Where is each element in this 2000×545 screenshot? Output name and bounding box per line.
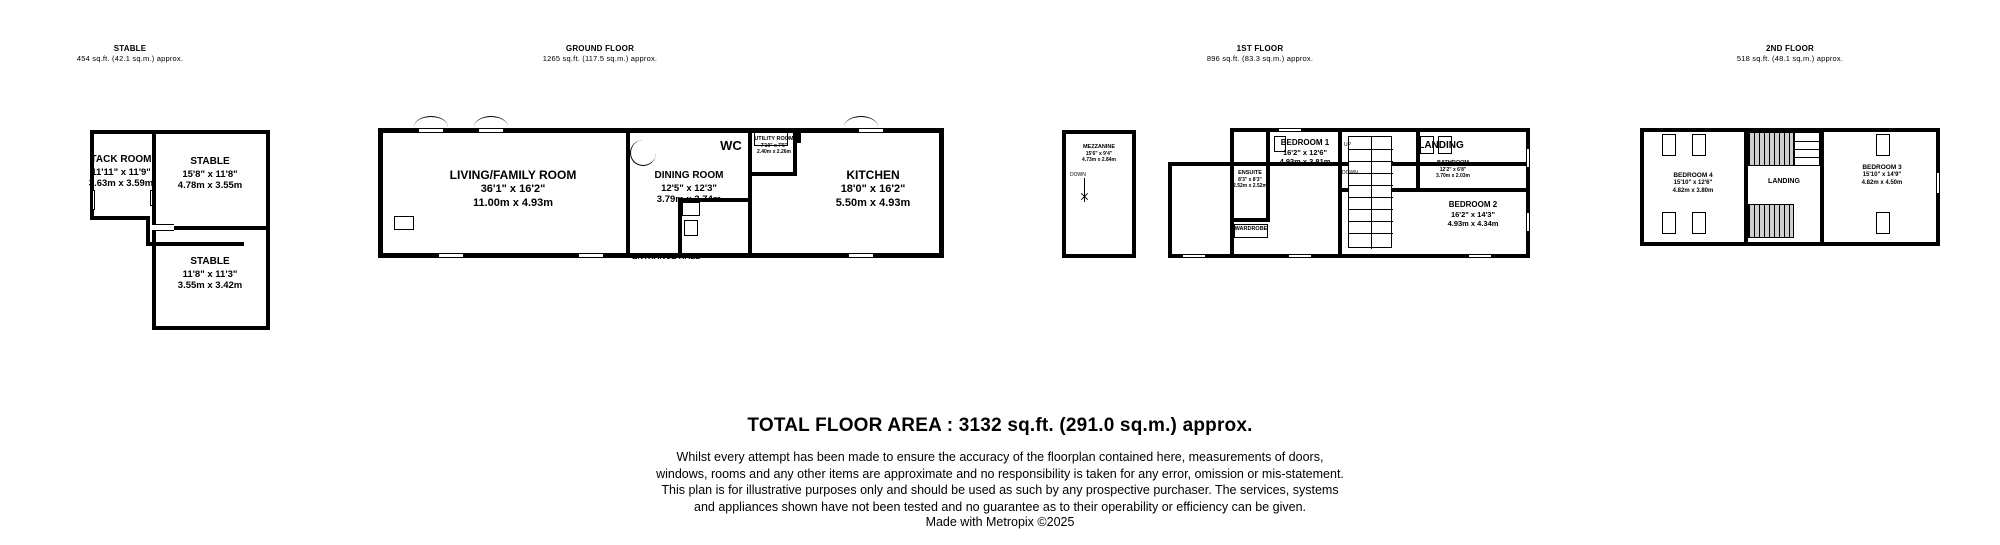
block-title-second-floor-text: 2ND FLOOR [1765, 44, 1815, 53]
label-down: DOWN [1342, 170, 1358, 176]
block-subtitle-second-floor: 518 sq.ft. (48.1 sq.m.) approx. [1736, 54, 1844, 63]
room-label-dining-room: DINING ROOM 12'5" x 12'3" 3.79m x 3.74m [654, 170, 724, 206]
room-label-living-family-room: LIVING/FAMILY ROOM 36'1" x 16'2" 11.00m x 4.93m [449, 168, 577, 209]
block-title-first-floor-text: 1ST FLOOR [1236, 44, 1284, 53]
block-second-floor [1640, 128, 1940, 246]
label-wc: WC [720, 138, 742, 153]
room-label-utility-room: UTILITY ROOM 7'10" x 7'5" 2.40m x 2.26m [754, 136, 794, 156]
room-label-stable-1: STABLE 15'8" x 11'8" 4.78m x 3.55m [177, 156, 243, 192]
label-landing-second-floor: LANDING [1768, 178, 1800, 185]
made-with-credit: Made with Metropix ©2025 [925, 515, 1075, 529]
room-label-bedroom-1: BEDROOM 1 16'2" x 12'6" 4.93m x 3.81m [1279, 138, 1331, 167]
block-mezzanine [1062, 130, 1136, 258]
landing-stair [1794, 132, 1820, 166]
room-label-bedroom-2: BEDROOM 2 16'2" x 14'3" 4.93m x 4.34m [1447, 200, 1499, 229]
block-stable [90, 130, 270, 330]
room-label-tack-room: TACK ROOM 11'11" x 11'9" 3.63m x 3.59m [88, 154, 154, 190]
label-landing-first-floor: LANDING [1418, 140, 1464, 151]
block-subtitle-stable: 454 sq.ft. (42.1 sq.m.) approx. [76, 54, 184, 63]
room-label-bathroom: BATHROOM 12'2" x 6'8" 3.70m x 2.03m [1436, 160, 1470, 180]
disclaimer-text: Whilst every attempt has been made to ensure the accuracy of the floorplan contained here, measurements of doors, windows, rooms and any other items are approximate and no responsibility is taken for any error, omission or mis-statement. This plan is for illustrative purposes only and should be used as such by any prospective purchaser. The services, systems and appliances shown have not been tested and no guarantee as to their operability or efficiency can be given. [656, 450, 1344, 514]
block-title-second-floor [1690, 44, 1890, 64]
label-mezzanine-down: DOWN [1070, 172, 1086, 178]
room-label-bedroom-4: BEDROOM 4 15'10" x 12'6" 4.82m x 3.80m [1672, 172, 1714, 194]
stair-void-upper [1748, 132, 1794, 166]
staircase [1348, 136, 1392, 248]
room-label-kitchen: KITCHEN 18'0" x 16'2" 5.50m x 4.93m [835, 168, 911, 209]
block-first-floor [1168, 128, 1530, 258]
block-title-stable [40, 44, 220, 64]
block-ground-floor [378, 128, 944, 261]
room-label-stable-2: STABLE 11'8" x 11'3" 3.55m x 3.42m [177, 256, 243, 292]
label-wardrobe: WARDROBE [1234, 226, 1268, 232]
block-title-ground-floor [500, 44, 700, 64]
room-label-ensuite: ENSUITE 8'3" x 8'3" 2.52m x 2.52m [1233, 170, 1267, 190]
block-title-first-floor [1160, 44, 1360, 64]
block-subtitle-first-floor: 896 sq.ft. (83.3 sq.m.) approx. [1206, 54, 1314, 63]
total-floor-area: TOTAL FLOOR AREA : 3132 sq.ft. (291.0 sq.m.) approx. [747, 415, 1253, 436]
room-label-bedroom-3: BEDROOM 3 15'10" x 14'9" 4.82m x 4.50m [1861, 164, 1903, 186]
block-subtitle-ground-floor: 1265 sq.ft. (117.5 sq.m.) approx. [542, 54, 658, 63]
label-up: UP [1344, 142, 1351, 148]
stair-void-lower [1748, 204, 1794, 238]
block-title-stable-text: STABLE [113, 44, 147, 53]
block-title-ground-floor-text: GROUND FLOOR [565, 44, 635, 53]
room-label-mezzanine: MEZZANINE 15'6" x 9'4" 4.73m x 2.84m [1082, 144, 1116, 164]
label-entrance-hall: ENTRANCE HALL [632, 252, 700, 261]
footer [0, 415, 2000, 529]
